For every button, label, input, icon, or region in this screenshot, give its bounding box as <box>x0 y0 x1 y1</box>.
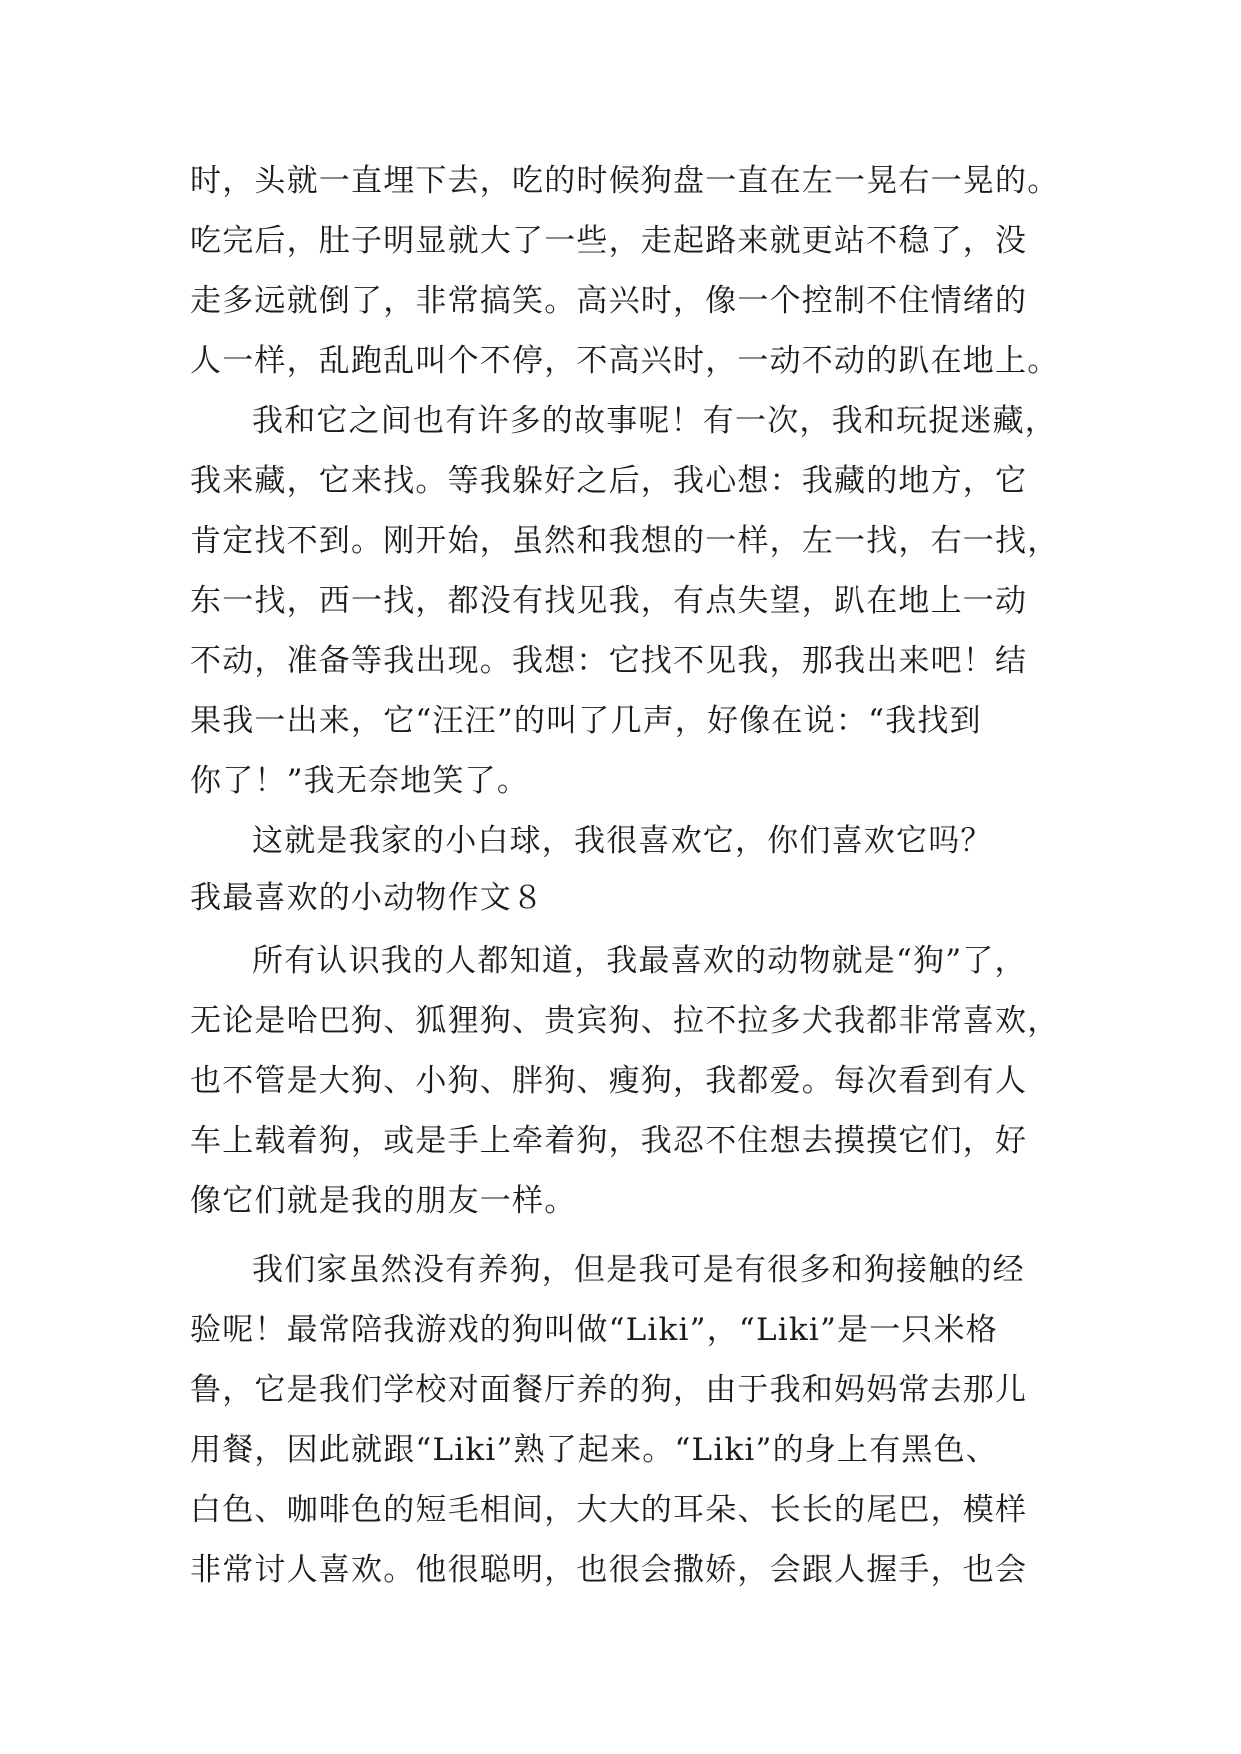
paragraph-first-line: 所有认识我的人都知道，我最喜欢的动物就是“狗”了， <box>252 943 1027 979</box>
text-line: 鲁，它是我们学校对面餐厅养的狗，由于我和妈妈常去那儿 <box>190 1372 1028 1408</box>
text-line: 验呢！最常陪我游戏的狗叫做“Liki”，“Liki”是一只米格 <box>190 1312 998 1348</box>
text-line: 走多远就倒了，非常搞笑。高兴时，像一个控制不住情绪的 <box>190 283 1028 319</box>
text-line: 白色、咖啡色的短毛相间，大大的耳朵、长长的尾巴，模样 <box>190 1492 1028 1528</box>
text-line: 人一样，乱跑乱叫个不停，不高兴时，一动不动的趴在地上。 <box>190 343 1060 379</box>
text-line: 吃完后，肚子明显就大了一些，走起路来就更站不稳了，没 <box>190 223 1028 259</box>
text-line: 不动，准备等我出现。我想：它找不见我，那我出来吧！结 <box>190 643 1028 679</box>
text-line: 用餐，因此就跟“Liki”熟了起来。“Liki”的身上有黑色、 <box>190 1432 998 1468</box>
section-heading: 我最喜欢的小动物作文８ <box>190 880 545 916</box>
text-line: 东一找，西一找，都没有找见我，有点失望，趴在地上一动 <box>190 583 1028 619</box>
text-line: 你了！”我无奈地笑了。 <box>190 763 530 799</box>
paragraph-first-line: 这就是我家的小白球，我很喜欢它，你们喜欢它吗？ <box>252 823 993 859</box>
paragraph-first-line: 我们家虽然没有养狗，但是我可是有很多和狗接触的经 <box>252 1252 1025 1288</box>
text-line: 像它们就是我的朋友一样。 <box>190 1183 577 1219</box>
text-line: 也不管是大狗、小狗、胖狗、瘦狗，我都爱。每次看到有人 <box>190 1063 1028 1099</box>
text-line: 果我一出来，它“汪汪”的叫了几声，好像在说：“我找到 <box>190 703 982 739</box>
text-line: 车上载着狗，或是手上牵着狗，我忍不住想去摸摸它们，好 <box>190 1123 1028 1159</box>
text-line: 肯定找不到。刚开始，虽然和我想的一样，左一找，右一找， <box>190 523 1060 559</box>
text-line: 我来藏，它来找。等我躲好之后，我心想：我藏的地方，它 <box>190 463 1028 499</box>
text-line: 时，头就一直埋下去，吃的时候狗盘一直在左一晃右一晃的。 <box>190 163 1060 199</box>
text-line: 非常讨人喜欢。他很聪明，也很会撒娇，会跟人握手，也会 <box>190 1552 1028 1588</box>
paragraph-first-line: 我和它之间也有许多的故事呢！有一次，我和玩捉迷藏， <box>252 403 1057 439</box>
text-line: 无论是哈巴狗、狐狸狗、贵宾狗、拉不拉多犬我都非常喜欢， <box>190 1003 1060 1039</box>
